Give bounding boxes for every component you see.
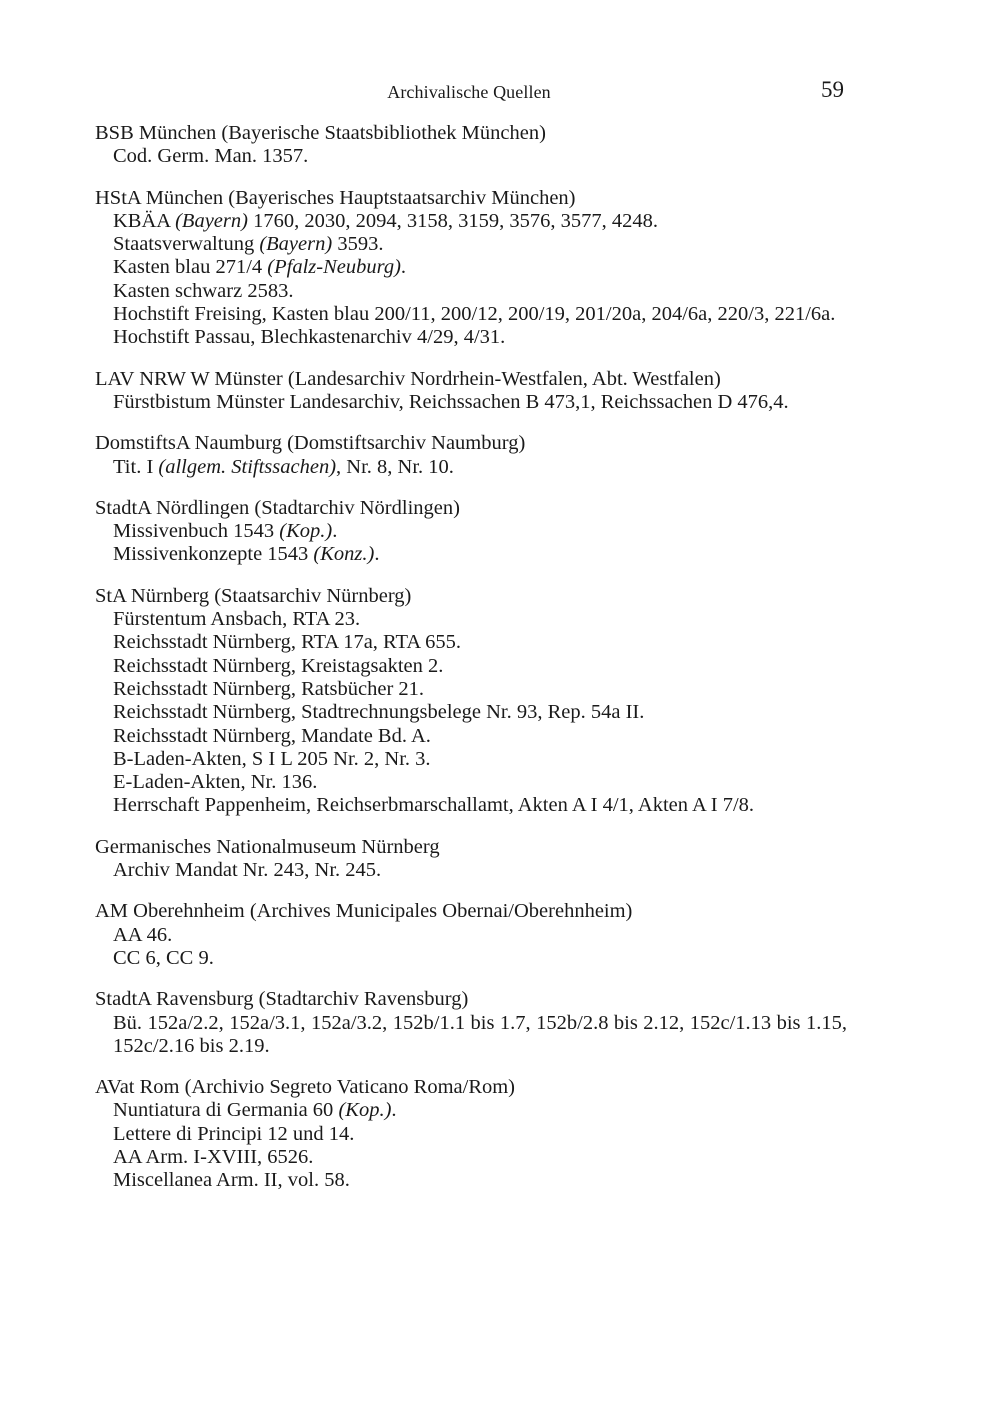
entry-text: Cod. Germ. Man. 1357.: [113, 145, 309, 168]
archive-entry: [95, 145, 847, 168]
entry-text: Hochstift Freising, Kasten blau 200/11, 200/12, 200/19, 201/20a, 204/6a, 220/3, 221/6a.: [113, 303, 836, 326]
archive-name: HStA München (Bayerisches Hauptstaatsarchiv München): [95, 186, 576, 209]
archive-entry: [95, 520, 847, 543]
archive-entry: [95, 725, 847, 748]
entry-text: Kasten schwarz 2583.: [113, 279, 294, 302]
archive-block: [95, 900, 847, 970]
entry-note-italic: (Konz.): [313, 543, 375, 566]
archive-entry: [95, 678, 847, 701]
archive-entry: [95, 701, 847, 724]
entry-text: Reichsstadt Nürnberg, Ratsbücher 21.: [113, 677, 425, 700]
entry-text: .: [374, 543, 380, 566]
running-title: Archivalische Quellen: [387, 82, 551, 102]
archive-entry: [95, 924, 847, 947]
archive-entry: [95, 1123, 847, 1146]
archive-block: [95, 836, 847, 883]
archive-entry: [95, 543, 847, 566]
archive-entry: [95, 859, 847, 882]
entry-text: CC 6, CC 9.: [113, 946, 214, 969]
entry-text: Miscellanea Arm. II, vol. 58.: [113, 1169, 350, 1192]
archive-block: [95, 432, 847, 479]
entry-text: Hochstift Passau, Blechkastenarchiv 4/29, 4/31.: [113, 326, 506, 349]
entry-text: Reichsstadt Nürnberg, RTA 17a, RTA 655.: [113, 631, 462, 654]
entry-text: 3593.: [332, 233, 384, 256]
archive-block: [95, 187, 847, 350]
entry-text: Kasten blau 271/4: [113, 256, 268, 279]
entry-text: Fürstentum Ansbach, RTA 23.: [113, 608, 361, 631]
page-number: 59: [821, 77, 844, 102]
entry-text: Tit. I: [113, 455, 159, 478]
archive-name: StadtA Ravensburg (Stadtarchiv Ravensburg): [95, 988, 469, 1011]
archive-block: [95, 497, 847, 567]
entry-text: 1760, 2030, 2094, 3158, 3159, 3576, 3577, 4248.: [247, 209, 658, 232]
archive-block: [95, 988, 847, 1058]
archive-block: [95, 368, 847, 415]
archive-name: LAV NRW W Münster (Landesarchiv Nordrhein-Westfalen, Abt. Westfalen): [95, 367, 721, 390]
entry-text: B-Laden-Akten, S I L 205 Nr. 2, Nr. 3.: [113, 747, 431, 770]
entry-text: Reichsstadt Nürnberg, Stadtrechnungsbelege Nr. 93, Rep. 54a II.: [113, 701, 645, 724]
archive-entry: [95, 456, 847, 479]
archive-name: Germanisches Nationalmuseum Nürnberg: [95, 835, 440, 858]
entry-text: Nuntiatura di Germania 60: [113, 1099, 339, 1122]
archive-entry: [95, 771, 847, 794]
archive-entry: [95, 1169, 847, 1192]
page-header: [0, 77, 1004, 108]
entry-text: Reichsstadt Nürnberg, Kreistagsakten 2.: [113, 654, 444, 677]
entry-note-italic: (Kop.): [338, 1099, 392, 1122]
archive-entry: [95, 748, 847, 771]
entry-text: , Nr. 8, Nr. 10.: [336, 455, 454, 478]
archive-entry: [95, 210, 847, 233]
archive-entry: [95, 1099, 847, 1122]
entry-note-italic: (Bayern): [259, 233, 333, 256]
archive-entry: [95, 233, 847, 256]
entry-text: E-Laden-Akten, Nr. 136.: [113, 771, 318, 794]
entry-text: KBÄA: [113, 209, 176, 232]
entry-text: .: [391, 1099, 397, 1122]
archive-entry: [95, 326, 847, 349]
archive-entry: [95, 794, 847, 817]
entry-text: Lettere di Principi 12 und 14.: [113, 1122, 355, 1145]
archive-entry: [95, 608, 847, 631]
archive-entry: [95, 256, 847, 279]
entry-text: Reichsstadt Nürnberg, Mandate Bd. A.: [113, 724, 431, 747]
entry-text: Missivenkonzepte 1543: [113, 543, 314, 566]
entry-note-italic: (allgem. Stiftssachen): [158, 455, 337, 478]
archive-entry: [95, 280, 847, 303]
archive-source-list: [95, 122, 847, 1211]
archive-name: DomstiftsA Naumburg (Domstiftsarchiv Naumburg): [95, 432, 526, 455]
archive-name: StadtA Nördlingen (Stadtarchiv Nördlingen): [95, 496, 460, 519]
entry-text: AA Arm. I-XVIII, 6526.: [113, 1145, 314, 1168]
archive-entry: [95, 1146, 847, 1169]
entry-text: Fürstbistum Münster Landesarchiv, Reichssachen B 473,1, Reichssachen D 476,4.: [113, 390, 789, 413]
archive-block: [95, 585, 847, 818]
entry-note-italic: (Bayern): [175, 209, 248, 232]
archive-name: StA Nürnberg (Staatsarchiv Nürnberg): [95, 584, 412, 607]
entry-text: Missivenbuch 1543: [113, 520, 280, 543]
archive-block: [95, 122, 847, 169]
entry-text: .: [332, 520, 338, 543]
entry-note-italic: (Pfalz-Neuburg): [267, 256, 401, 279]
archive-name: AVat Rom (Archivio Segreto Vaticano Roma/Rom): [95, 1076, 516, 1099]
archive-block: [95, 1076, 847, 1192]
archive-name: BSB München (Bayerische Staatsbibliothek München): [95, 122, 546, 144]
archive-entry: [95, 947, 847, 970]
archive-name: AM Oberehnheim (Archives Municipales Obernai/Oberehnheim): [95, 900, 633, 923]
entry-text: Archiv Mandat Nr. 243, Nr. 245.: [113, 859, 382, 882]
entry-text: .: [400, 256, 407, 279]
archive-entry: [95, 303, 847, 326]
entry-text: Bü. 152a/2.2, 152a/3.1, 152a/3.2, 152b/1.1 bis 1.7, 152b/2.8 bis 2.12, 152c/1.13 bis 1.15, 152c/2.16 bis 2.19.: [113, 1011, 847, 1057]
entry-text: Staatsverwaltung: [113, 233, 260, 256]
archive-entry: [95, 631, 847, 654]
archive-entry: [95, 391, 847, 414]
entry-text: AA 46.: [113, 923, 173, 946]
archive-entry: [95, 655, 847, 678]
archive-entry: [95, 1012, 847, 1059]
entry-text: Herrschaft Pappenheim, Reichserbmarschallamt, Akten A I 4/1, Akten A I 7/8.: [113, 794, 755, 817]
entry-note-italic: (Kop.): [279, 520, 333, 543]
